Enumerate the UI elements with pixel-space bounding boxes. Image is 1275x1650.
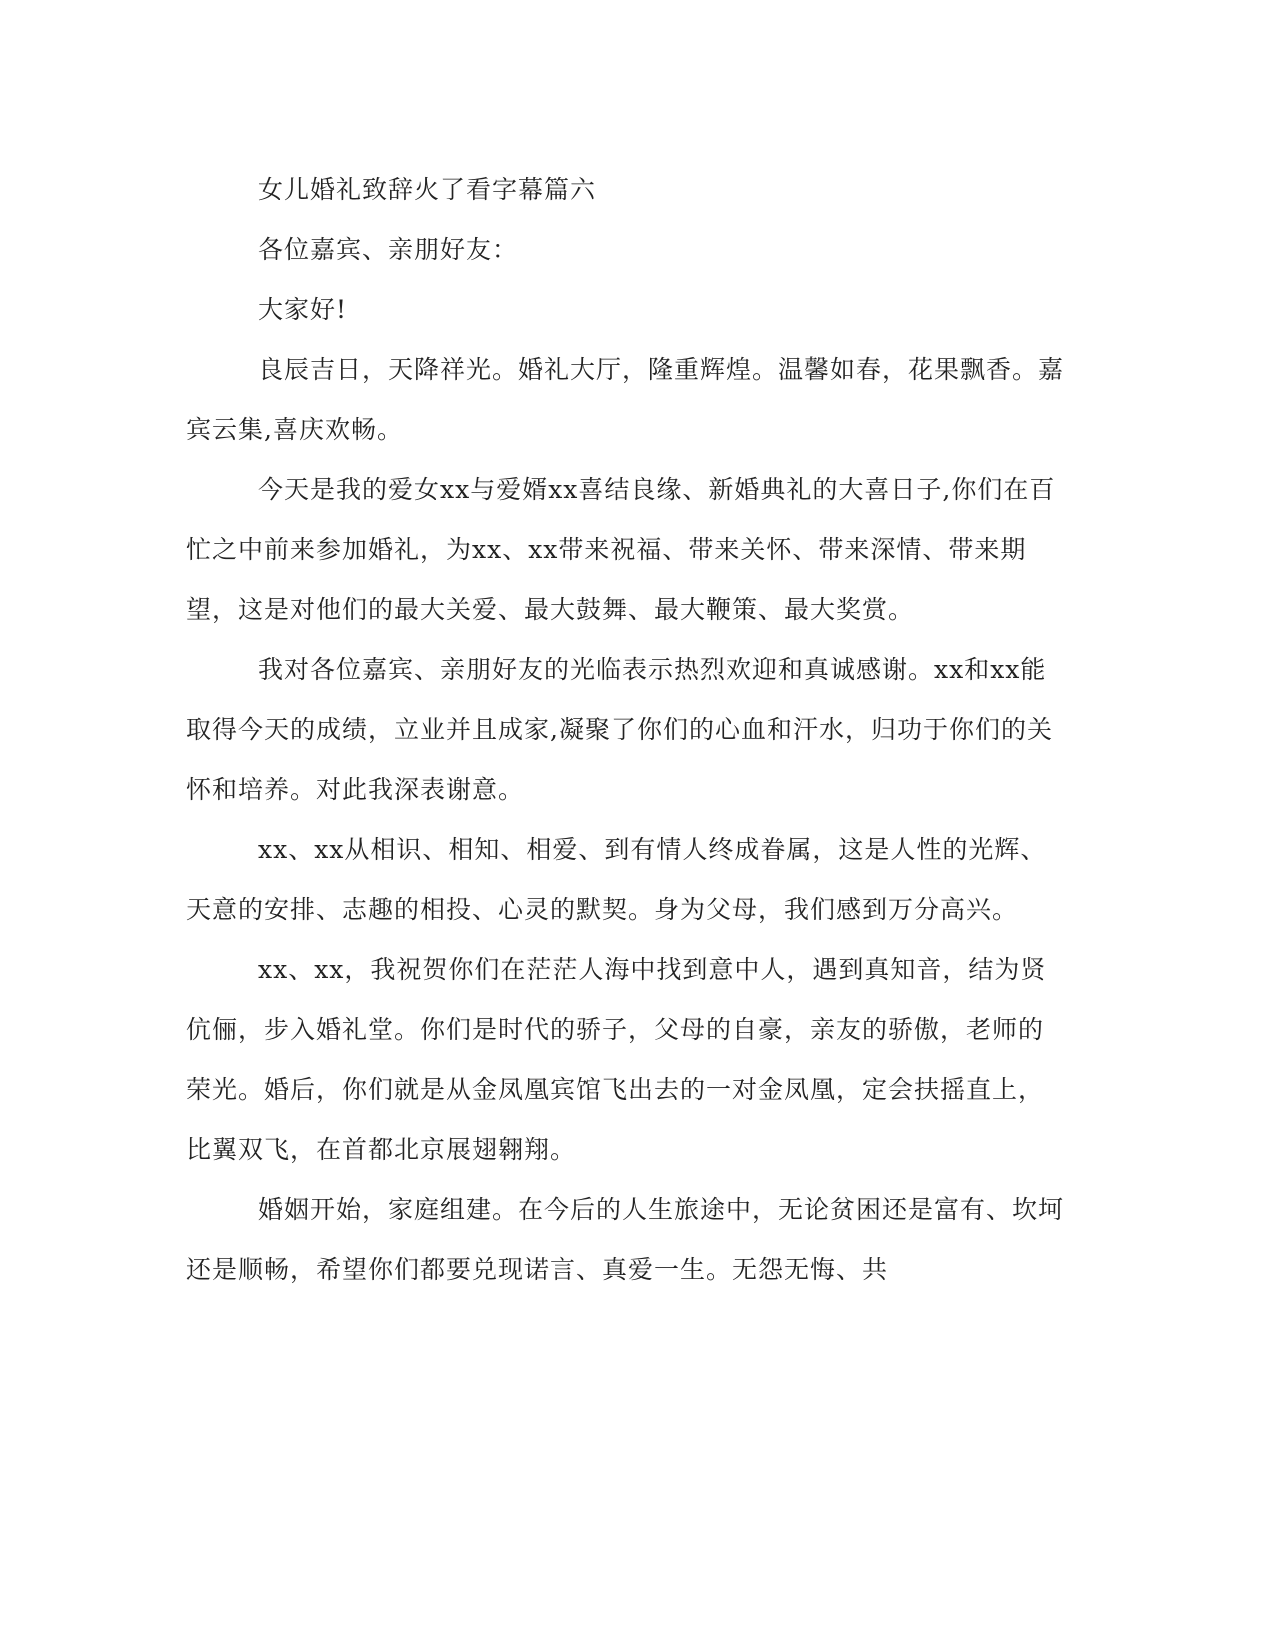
paragraph-1: 良辰吉日，天降祥光。婚礼大厅，隆重辉煌。温馨如春，花果飘香。嘉宾云集,喜庆欢畅。	[186, 355, 1065, 444]
paragraph-3: 我对各位嘉宾、亲朋好友的光临表示热烈欢迎和真诚感谢。xx和xx能取得今天的成绩，立业并且成家,凝聚了你们的心血和汗水，归功于你们的关怀和培养。对此我深表谢意。	[186, 655, 1053, 804]
document-body	[186, 160, 1066, 1300]
document-title: 女儿婚礼致辞火了看字幕篇六	[258, 175, 597, 204]
paragraph-2: 今天是我的爱女xx与爱婿xx喜结良缘、新婚典礼的大喜日子,你们在百忙之中前来参加婚礼，为xx、xx带来祝福、带来关怀、带来深情、带来期望，这是对他们的最大关爱、最大鼓舞、最大鞭策、最大奖赏。	[186, 475, 1056, 624]
salutation: 各位嘉宾、亲朋好友：	[258, 235, 519, 264]
paragraph-6: 婚姻开始，家庭组建。在今后的人生旅途中，无论贫困还是富有、坎坷还是顺畅，希望你们都要兑现诺言、真爱一生。无怨无悔、共	[186, 1195, 1065, 1284]
paragraph-4: xx、xx从相识、相知、相爱、到有情人终成眷属，这是人性的光辉、天意的安排、志趣的相投、心灵的默契。身为父母，我们感到万分高兴。	[186, 835, 1047, 924]
greeting: 大家好!	[258, 295, 348, 324]
paragraph-5: xx、xx，我祝贺你们在茫茫人海中找到意中人，遇到真知音，结为贤伉俪，步入婚礼堂。你们是时代的骄子，父母的自豪，亲友的骄傲，老师的荣光。婚后，你们就是从金凤凰宾馆飞出去的一对金凤凰，定会扶摇直上，比翼双飞，在首都北京展翅翱翔。	[186, 955, 1047, 1164]
